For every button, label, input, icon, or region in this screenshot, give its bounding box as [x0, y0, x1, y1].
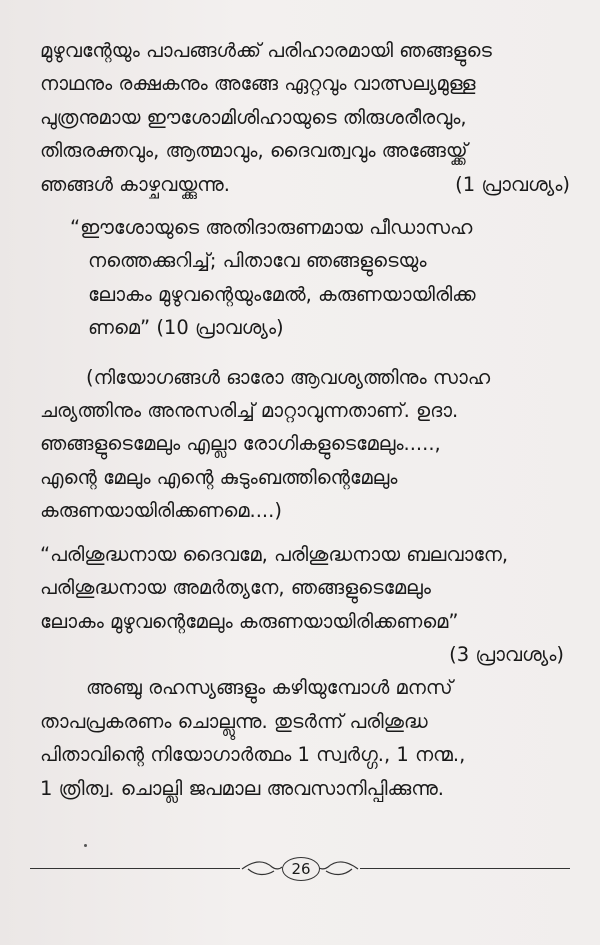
text-line: അഞ്ചു രഹസ്യങ്ങളും കഴിയുമ്പോൾ മനസ് [86, 676, 453, 700]
body-text [40, 34, 570, 805]
text-line: പുത്രനുമായ ഈശോമിശിഹായുടെ തിരുശരീരവും, [40, 105, 467, 129]
text-line: ഞങ്ങളുടെമേലും എല്ലാ രോഗികളുടെമേലും....., [40, 432, 441, 456]
page-number: 26 [282, 857, 320, 881]
text-line: കരുണയായിരിക്കണമെ....) [40, 499, 282, 523]
text-line: 1 ത്രിത്വ. ചൊല്ലി ജപമാല അവസാനിപ്പിക്കുന്നു. [40, 776, 444, 800]
footer-rule-right [360, 868, 570, 869]
page-footer [30, 854, 570, 884]
text-line: താപപ്രകരണം ചൊല്ലുന്നു. തുടർന്ന് പരിശുദ്ധ [40, 709, 428, 733]
repeat-count: (3 പ്രാവശ്യം) [449, 642, 564, 666]
text-line: ചര്യത്തിനും അനുസരിച്ച് മാറ്റാവുന്നതാണ്. ഉദാ. [40, 399, 459, 423]
text-line: ലോകം മുഴുവന്റെമേലും കരുണയായിരിക്കണമെ” [40, 609, 459, 633]
text-line: എന്റെ മേലും എന്റെ കുടുംബത്തിന്റെമേലും [40, 465, 398, 489]
repeat-count: (1 പ്രാവശ്യം) [455, 172, 570, 196]
text-line: മുഴുവന്റേയും പാപങ്ങൾക്ക് പരിഹാരമായി ഞങ്ങളുടെ [40, 39, 492, 62]
text-line: ലോകം മുഴുവന്റെയുംമേൽ, കരുണയായിരിക്ക [88, 282, 476, 306]
text-line: “ഈശോയുടെ അതിദാരുണമായ പീഡാസഹ [70, 216, 473, 240]
text-line: “പരിശുദ്ധനായ ദൈവമേ, പരിശുദ്ധനായ ബലവാനേ, [40, 542, 509, 566]
text-line: പരിശുദ്ധനായ അമർത്യനേ, ഞങ്ങളുടെമേലും [40, 576, 431, 600]
text-line: ണമെ” (10 പ്രാവശ്യം) [88, 316, 284, 340]
text-line: (നിയോഗങ്ങൾ ഓരോ ആവശ്യത്തിനും സാഹ [86, 365, 491, 389]
print-speck [84, 844, 87, 847]
footer-rule-left [30, 868, 240, 869]
text-line: നത്തെക്കുറിച്ച്; പിതാവേ ഞങ്ങളുടെയും [88, 249, 427, 273]
text-line: പിതാവിന്റെ നിയോഗാർത്ഥം 1 സ്വർഗ്ഗ., 1 നന്മ., [40, 743, 466, 767]
text-line: ഞങ്ങൾ കാഴ്ചവയ്ക്കുന്നു. (1 പ്രാവശ്യം) [40, 168, 570, 201]
text-line: നാഥനും രക്ഷകനും അങ്ങേ ഏറ്റവും വാത്സല്യമുള്ള [40, 72, 476, 96]
text-line: തിരുരക്തവും, ആത്മാവും, ദൈവത്വവും അങ്ങേയ്ക്ക് [40, 139, 468, 163]
